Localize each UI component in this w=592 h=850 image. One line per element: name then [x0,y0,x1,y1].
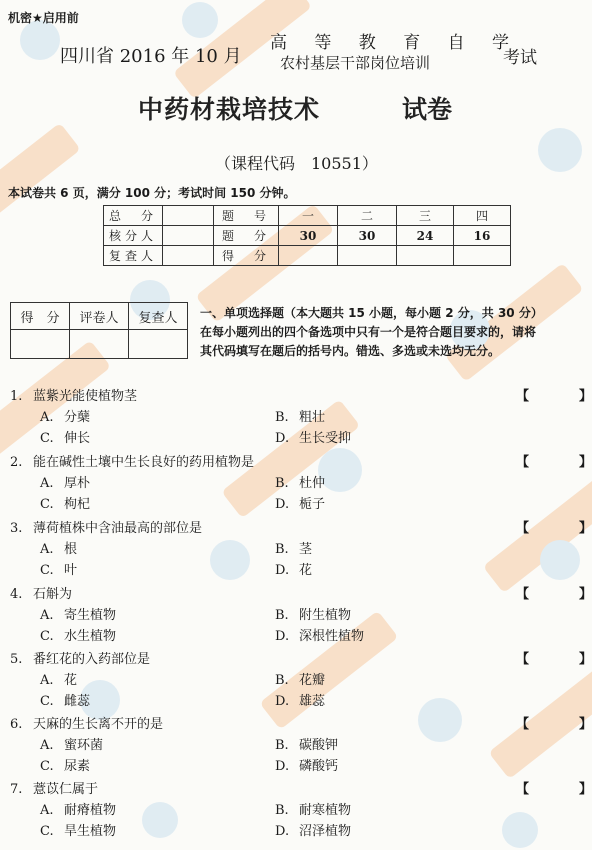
option [275,538,312,557]
option-text: 叶 [64,563,78,578]
option-letter: B. [275,673,289,688]
option-letter: A. [40,673,54,688]
question-number: 2. [10,455,23,470]
option [40,406,90,425]
option [275,559,312,578]
option-text: 耐寒植物 [299,803,352,818]
question-number: 1. [10,389,23,404]
answer-bracket[interactable] [516,648,592,667]
answer-bracket[interactable] [516,583,592,602]
bracket-right: 】 [579,717,592,732]
option-letter: C. [40,563,54,578]
option-text: 生长受抑 [299,431,352,446]
option-text: 蜜环菌 [64,738,104,753]
table-cell: 24 [397,226,454,246]
answer-bracket[interactable] [516,451,592,470]
option [40,472,90,491]
option [275,799,351,818]
answer-bracket[interactable] [516,517,592,536]
option [275,669,325,688]
option [40,538,77,557]
option-letter: A. [40,476,54,491]
option [275,406,325,425]
bracket-left: 【 [516,587,530,602]
table-cell [397,246,454,266]
grader-table [10,302,188,359]
option [40,799,116,818]
question-number: 7. [10,782,23,797]
bracket-left: 【 [516,782,530,797]
table-cell: 30 [279,226,338,246]
option-text: 沼泽植物 [299,824,352,839]
option-letter: D. [275,629,290,644]
table-row [11,330,188,359]
option-letter: C. [40,694,54,709]
table-cell: 一 [279,206,338,226]
bracket-right: 】 [579,455,592,470]
grader-score-cell [11,330,70,359]
table-cell [454,246,511,266]
question-number: 6. [10,717,23,732]
question-stem [10,713,163,732]
option [40,625,116,644]
exam-date: 四川省 2016 年 10 月 [60,46,242,67]
option [40,669,77,688]
option [40,604,116,623]
table-cell: 题 号 [214,206,279,226]
grader-marker-cell [70,330,129,359]
option-letter: C. [40,759,54,774]
option-text: 雄蕊 [299,694,326,709]
option-text: 耐瘠植物 [64,803,117,818]
table-cell: 核分人 [104,226,163,246]
option-letter: D. [275,824,290,839]
bracket-right: 】 [579,587,592,602]
option-text: 厚朴 [64,476,91,491]
question-stem [10,517,202,536]
section-title: 一、单项选择题（本大题共 15 小题，每小题 2 分，共 30 分） [200,306,543,320]
course-code: （课程代码 10551） [215,154,378,173]
option-letter: C. [40,824,54,839]
option-letter: A. [40,803,54,818]
bracket-right: 】 [579,782,592,797]
table-cell [163,206,214,226]
option-letter: A. [40,542,54,557]
option-text: 寄生植物 [64,608,117,623]
table-cell [279,246,338,266]
table-cell: 30 [338,226,397,246]
question-text: 天麻的生长离不开的是 [33,717,164,732]
option-letter: C. [40,431,54,446]
option [275,755,338,774]
answer-bracket[interactable] [516,385,592,404]
question-number: 4. [10,587,23,602]
confidential-mark: 机密★启用前 [8,11,79,25]
option-text: 分蘖 [64,410,91,425]
bracket-left: 【 [516,455,530,470]
table-cell: 总 分 [104,206,163,226]
table-cell: 二 [338,206,397,226]
question-text: 蓝紫光能使植物茎 [33,389,138,404]
question-text: 石斛为 [33,587,73,602]
answer-bracket[interactable] [516,713,592,732]
table-cell: 得 分 [214,246,279,266]
paper-label: 试卷 [402,95,453,124]
option-letter: C. [40,629,54,644]
option [275,604,351,623]
exam-word: 考试 [503,48,537,68]
question-number: 5. [10,652,23,667]
option-letter: B. [275,542,289,557]
table-cell: 题 分 [214,226,279,246]
option-letter: B. [275,803,289,818]
exam-type-line1: 高 等 教 育 自 学 [270,33,521,53]
table-row [104,206,511,226]
option-text: 水生植物 [64,629,117,644]
option-letter: D. [275,431,290,446]
option-letter: A. [40,738,54,753]
option-text: 枸杞 [64,497,91,512]
option-text: 茎 [299,542,313,557]
table-row [104,226,511,246]
option [40,493,90,512]
option-letter: B. [275,608,289,623]
option-text: 尿素 [64,759,91,774]
option-letter: D. [275,759,290,774]
option [275,472,325,491]
option-text: 雌蕊 [64,694,91,709]
question-stem [10,385,137,404]
option-text: 根 [64,542,78,557]
bracket-right: 】 [579,521,592,536]
grader-reviewer-cell [129,330,188,359]
option-text: 旱生植物 [64,824,117,839]
question-text: 番红花的入药部位是 [33,652,151,667]
answer-bracket[interactable] [516,778,592,797]
exam-type-line2: 农村基层干部岗位培训 [280,54,431,72]
option-text: 深根性植物 [299,629,365,644]
option-letter: D. [275,497,290,512]
question-text: 薄荷植株中含油最高的部位是 [33,521,203,536]
bracket-right: 】 [579,652,592,667]
option-text: 花 [64,673,78,688]
option [40,427,90,446]
table-cell [163,226,214,246]
option [275,820,351,839]
score-table [103,205,511,266]
question-stem [10,583,72,602]
option [275,734,338,753]
option-text: 杜仲 [299,476,326,491]
option-letter: D. [275,694,290,709]
table-row [11,303,188,330]
bracket-left: 【 [516,521,530,536]
option-text: 碳酸钾 [299,738,339,753]
option-text: 附生植物 [299,608,352,623]
option [40,690,90,709]
exam-note: 本试卷共 6 页，满分 100 分；考试时间 150 分钟。 [8,186,296,200]
grader-header-reviewer: 复查人 [129,303,188,330]
option-letter: B. [275,476,289,491]
option-letter: A. [40,608,54,623]
table-cell [163,246,214,266]
option [275,427,351,446]
option [40,559,77,578]
question-stem [10,451,254,470]
table-cell: 三 [397,206,454,226]
bracket-left: 【 [516,389,530,404]
option [40,755,90,774]
option [40,734,103,753]
question-number: 3. [10,521,23,536]
option [40,820,116,839]
option-letter: B. [275,410,289,425]
bracket-left: 【 [516,717,530,732]
table-cell [338,246,397,266]
option-text: 粗壮 [299,410,326,425]
option-text: 花瓣 [299,673,326,688]
option-text: 伸长 [64,431,91,446]
option [275,493,325,512]
option-letter: A. [40,410,54,425]
question-text: 薏苡仁属于 [33,782,99,797]
section-instruction-line2: 其代码填写在题后的括号内。错选、多选或未选均无分。 [200,344,501,358]
bracket-right: 】 [579,389,592,404]
paper-subject: 中药材栽培技术 [138,95,321,124]
bracket-left: 【 [516,652,530,667]
option [275,690,325,709]
grader-header-score: 得 分 [11,303,70,330]
table-cell: 16 [454,226,511,246]
question-text: 能在碱性土壤中生长良好的药用植物是 [33,455,255,470]
table-cell: 复查人 [104,246,163,266]
option-text: 花 [299,563,313,578]
question-stem [10,778,98,797]
section-instructions [200,304,543,361]
option-text: 磷酸钙 [299,759,339,774]
option-letter: C. [40,497,54,512]
option-letter: D. [275,563,290,578]
option-text: 栀子 [299,497,326,512]
option-letter: B. [275,738,289,753]
grader-header-marker: 评卷人 [70,303,129,330]
option [275,625,364,644]
section-instruction-line1: 在每小题列出的四个备选项中只有一个是符合题目要求的，请将 [200,325,537,339]
question-stem [10,648,150,667]
table-row [104,246,511,266]
table-cell: 四 [454,206,511,226]
